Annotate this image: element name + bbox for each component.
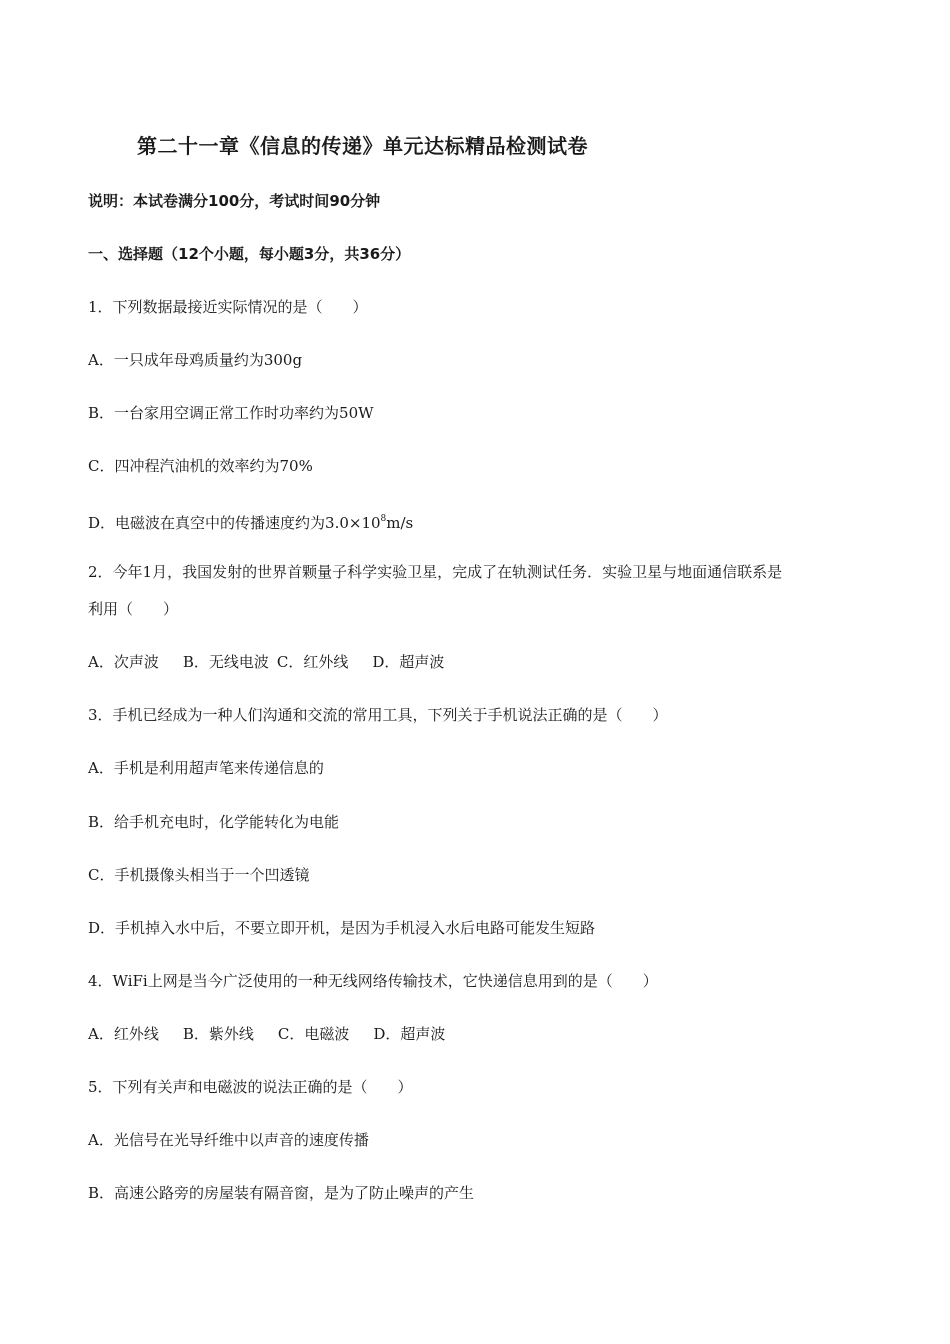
question-2-option-a: A．次声波 bbox=[88, 653, 159, 671]
question-4-stem: 4．WiFi上网是当今广泛使用的一种无线网络传输技术，它快递信息用到的是（ ） bbox=[88, 972, 658, 990]
question-2-stem: 2．今年1月，我国发射的世界首颗量子科学实验卫星，完成了在轨测试任务．实验卫星与地面通信联系是 bbox=[88, 563, 783, 581]
question-4-option-c: C．电磁波 bbox=[277, 1025, 350, 1043]
question-1-option-b: B．一台家用空调正常工作时功率约为50W bbox=[88, 404, 374, 422]
question-1-option-d-text: D．电磁波在真空中的传播速度约为3.0×10 bbox=[88, 514, 381, 532]
question-3-stem: 3．手机已经成为一种人们沟通和交流的常用工具，下列关于手机说法正确的是（ ） bbox=[88, 706, 668, 724]
question-1-option-a: A．一只成年母鸡质量约为300g bbox=[88, 351, 303, 369]
exponent-superscript: 8 bbox=[380, 514, 387, 524]
question-1-option-d-unit: m/s bbox=[386, 514, 414, 532]
question-1-stem: 1．下列数据最接近实际情况的是（ ） bbox=[88, 298, 368, 316]
question-4-option-d: D．超声波 bbox=[373, 1025, 446, 1043]
question-1-option-d bbox=[88, 509, 413, 533]
question-5-option-a: A．光信号在光导纤维中以声音的速度传播 bbox=[88, 1131, 369, 1149]
question-2-option-c: C．红外线 bbox=[276, 653, 349, 671]
question-1-option-c: C．四冲程汽油机的效率约为70% bbox=[88, 457, 313, 475]
question-3-option-c: C．手机摄像头相当于一个凹透镜 bbox=[88, 866, 310, 884]
question-3-option-d: D．手机掉入水中后，不要立即开机，是因为手机浸入水后电路可能发生短路 bbox=[88, 919, 596, 937]
question-4-option-a: A．红外线 bbox=[88, 1025, 159, 1043]
question-3-option-b: B．给手机充电时，化学能转化为电能 bbox=[88, 813, 340, 831]
question-4-options bbox=[88, 1024, 445, 1044]
question-2-stem-continued: 利用（ ） bbox=[88, 600, 179, 618]
exam-title: 第二十一章《信息的传递》单元达标精品检测试卷 bbox=[137, 134, 588, 158]
question-2-options bbox=[88, 652, 444, 672]
exam-note: 说明：本试卷满分100分，考试时间90分钟 bbox=[88, 192, 381, 210]
question-2-option-d: D．超声波 bbox=[372, 653, 445, 671]
question-5-option-b: B．高速公路旁的房屋装有隔音窗，是为了防止噪声的产生 bbox=[88, 1184, 475, 1202]
question-5-stem: 5．下列有关声和电磁波的说法正确的是（ ） bbox=[88, 1078, 413, 1096]
question-2-option-b: B．无线电波 bbox=[182, 653, 269, 671]
question-3-option-a: A．手机是利用超声笔来传递信息的 bbox=[88, 759, 324, 777]
question-4-option-b: B．紫外线 bbox=[182, 1025, 254, 1043]
section-heading: 一、选择题（12个小题，每小题3分，共36分） bbox=[88, 245, 411, 263]
